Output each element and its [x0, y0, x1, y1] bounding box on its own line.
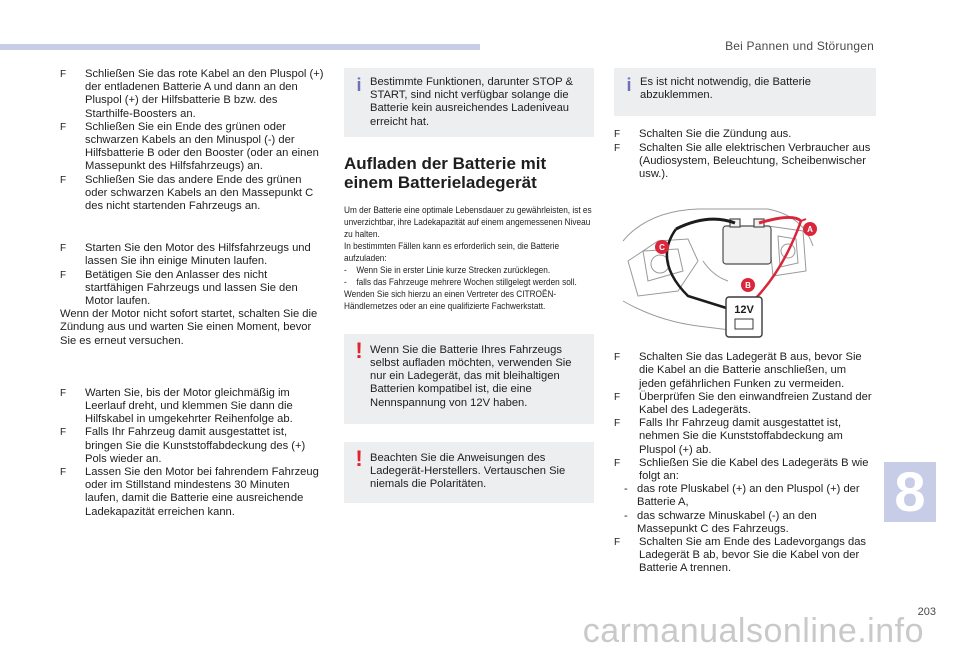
sub-list-item: - das rote Pluskabel (+) an den Pluspol (+) der Batterie A,: [624, 483, 860, 509]
bullet-item: F Betätigen Sie den Anlasser des nicht startfähigen Fahrzeugs und lassen Sie den Motor laufen.: [60, 268, 298, 308]
bullet-marker-icon: F: [614, 129, 621, 141]
bullet-item: F Starten Sie den Motor des Hilfsfahrzeugs und lassen Sie ihn einige Minuten laufen.: [60, 242, 311, 268]
condensed-text: Um der Batterie eine optimale Lebensdauer zu gewährleisten, ist es unverzichtbar, ihre Ladekapazität auf einem angemessenen Niveau zu halten. In bestimmten Fällen kann es erforderlich sein, die Batterie aufzuladen: - Wenn Sie in erster Linie kurze Strecken zurücklegen. - falls das Fahrzeuge mehrere Wochen stillgelegt werden soll. Wenden Sie sich hierzu an einen Vertreter des CITROËN-Händlernetzes oder an eine qualifizierte Fachwerkstatt.: [344, 203, 592, 311]
bullet-marker-icon: F: [60, 174, 67, 186]
bullet-item: F Schalten Sie das Ladegerät B aus, bevor Sie die Kabel an die Batterie anschließen, um jeden gefährlichen Funken zu vermeiden.: [614, 351, 862, 390]
column-3: [614, 68, 876, 576]
bullet-list-1: [614, 128, 876, 181]
bullet-item: F Warten Sie, bis der Motor gleichmäßig im Leerlauf dreht, und klemmen Sie dann die Hilfskabel in umgekehrter Reihenfolge ab.: [60, 386, 293, 426]
bullet-marker-icon: F: [60, 427, 67, 439]
bullet-item: F Überprüfen Sie den einwandfreien Zustand der Kabel des Ladegeräts.: [614, 390, 872, 417]
info-icon: i: [626, 75, 632, 95]
bullet-item: F Lassen Sie den Motor bei fahrendem Fahrzeug oder im Stillstand mindestens 30 Minuten laufen, damit die Batterie eine ausreichende Ladekapazität erreichen kann.: [60, 466, 319, 518]
charger-voltage-label: 12V: [734, 304, 754, 317]
warning-note: ! Beachten Sie die Anweisungen des Ladegerät-Herstellers. Vertauschen Sie niemals die Polaritäten.: [344, 442, 594, 504]
page-number: 203: [917, 606, 936, 618]
paragraph: Wenn der Motor nicht sofort startet, schalten Sie die Zündung aus und warten Sie einen Moment, bevor Sie es erneut versuchen.: [60, 308, 318, 347]
section-title: Bei Pannen und Störungen: [725, 39, 874, 53]
warning-icon: !: [355, 445, 363, 471]
info-note: i Bestimmte Funktionen, darunter STOP & START, sind nicht verfügbar solange die Batterie kein ausreichendes Ladeniveau erreicht hat.: [344, 68, 594, 137]
bullet-marker-icon: F: [60, 467, 67, 479]
bullet-marker-icon: F: [614, 352, 621, 364]
column-1: [60, 68, 325, 519]
warning-note: ! Wenn Sie die Batterie Ihres Fahrzeugs selbst aufladen möchten, verwenden Sie nur ein Ladegerät, das mit bleihaltigen Batterien kompatibel ist, die eine Nennspannung von 12V haben.: [344, 334, 594, 424]
bullet-list-2: [614, 351, 876, 575]
watermark: carmanualsonline.info: [582, 612, 924, 650]
column-2: [344, 68, 594, 503]
bullet-marker-icon: F: [614, 418, 621, 430]
bullet-marker-icon: F: [614, 537, 621, 549]
bullet-item: F Falls Ihr Fahrzeug damit ausgestattet ist, nehmen Sie die Kunststoffabdeckung am Pluspol (+) ab.: [614, 417, 843, 456]
bullet-item: F Schließen Sie ein Ende des grünen oder schwarzen Kabels an den Minuspol (-) der Hilfsbatterie B oder den Booster (oder an einen Massepunkt des Hilfsfahrzeugs) an.: [60, 120, 319, 173]
warning-icon: !: [355, 337, 363, 363]
section-heading: Aufladen der Batterie mit einem Batterieladegerät: [344, 153, 547, 192]
battery-charger-illustration: [618, 201, 818, 341]
info-icon: i: [356, 75, 362, 95]
marker-b-icon: [741, 278, 755, 292]
bullet-marker-icon: F: [614, 142, 621, 154]
bullet-list-1: [60, 68, 325, 213]
bullet-list-3: [60, 387, 325, 519]
svg-text:B: B: [745, 281, 751, 291]
chapter-tab: 8: [884, 462, 936, 522]
bullet-item: F Schließen Sie das andere Ende des grünen oder schwarzen Kabels an den Massepunkt C des nicht startenden Fahrzeugs an.: [60, 173, 314, 213]
info-note: i Es ist nicht notwendig, die Batterie abzuklemmen.: [614, 68, 876, 116]
marker-a-icon: [803, 222, 817, 236]
header-accent-bar: [0, 44, 480, 50]
charger-box: [726, 297, 762, 337]
list-item: - Wenn Sie in erster Linie kurze Strecken zurücklegen.: [344, 263, 551, 275]
bullet-item: F Schalten Sie die Zündung aus.: [614, 128, 792, 141]
svg-text:A: A: [807, 225, 813, 235]
bullet-marker-icon: F: [60, 69, 67, 80]
bullet-marker-icon: F: [614, 457, 621, 469]
marker-c-icon: [655, 240, 669, 254]
sub-list-item: - das schwarze Minuskabel (-) an den Massepunkt C des Fahrzeugs.: [624, 509, 817, 535]
bullet-item: F Falls Ihr Fahrzeug damit ausgestattet ist, bringen Sie die Kunststoffabdeckung des (+) Pols wieder an.: [60, 426, 306, 465]
list-item: - falls das Fahrzeuge mehrere Wochen stillgelegt werden soll.: [344, 275, 577, 287]
bullet-marker-icon: F: [60, 269, 67, 281]
bullet-marker-icon: F: [60, 387, 67, 399]
bullet-marker-icon: F: [60, 121, 67, 133]
engine-bay-drawing: [618, 201, 818, 341]
bullet-marker-icon: F: [614, 391, 621, 403]
bullet-marker-icon: F: [60, 243, 67, 255]
bullet-item: F Schließen Sie das rote Kabel an den Pluspol (+) der entladenen Batterie A und dann an den Pluspol (+) der Hilfsbatterie B bzw. des Starthilfe-Boosters an.: [60, 68, 324, 120]
bullet-list-2: [60, 242, 325, 348]
bullet-item: F Schalten Sie alle elektrischen Verbraucher aus (Audiosystem, Beleuchtung, Scheibenwischer usw.).: [614, 141, 871, 181]
bullet-item: F Schalten Sie am Ende des Ladevorgangs das Ladegerät B ab, bevor Sie die Kabel von der Batterie A trennen.: [614, 536, 867, 575]
svg-text:C: C: [659, 243, 665, 253]
bullet-item: F Schließen Sie die Kabel des Ladegeräts B wie folgt an:: [614, 456, 869, 483]
